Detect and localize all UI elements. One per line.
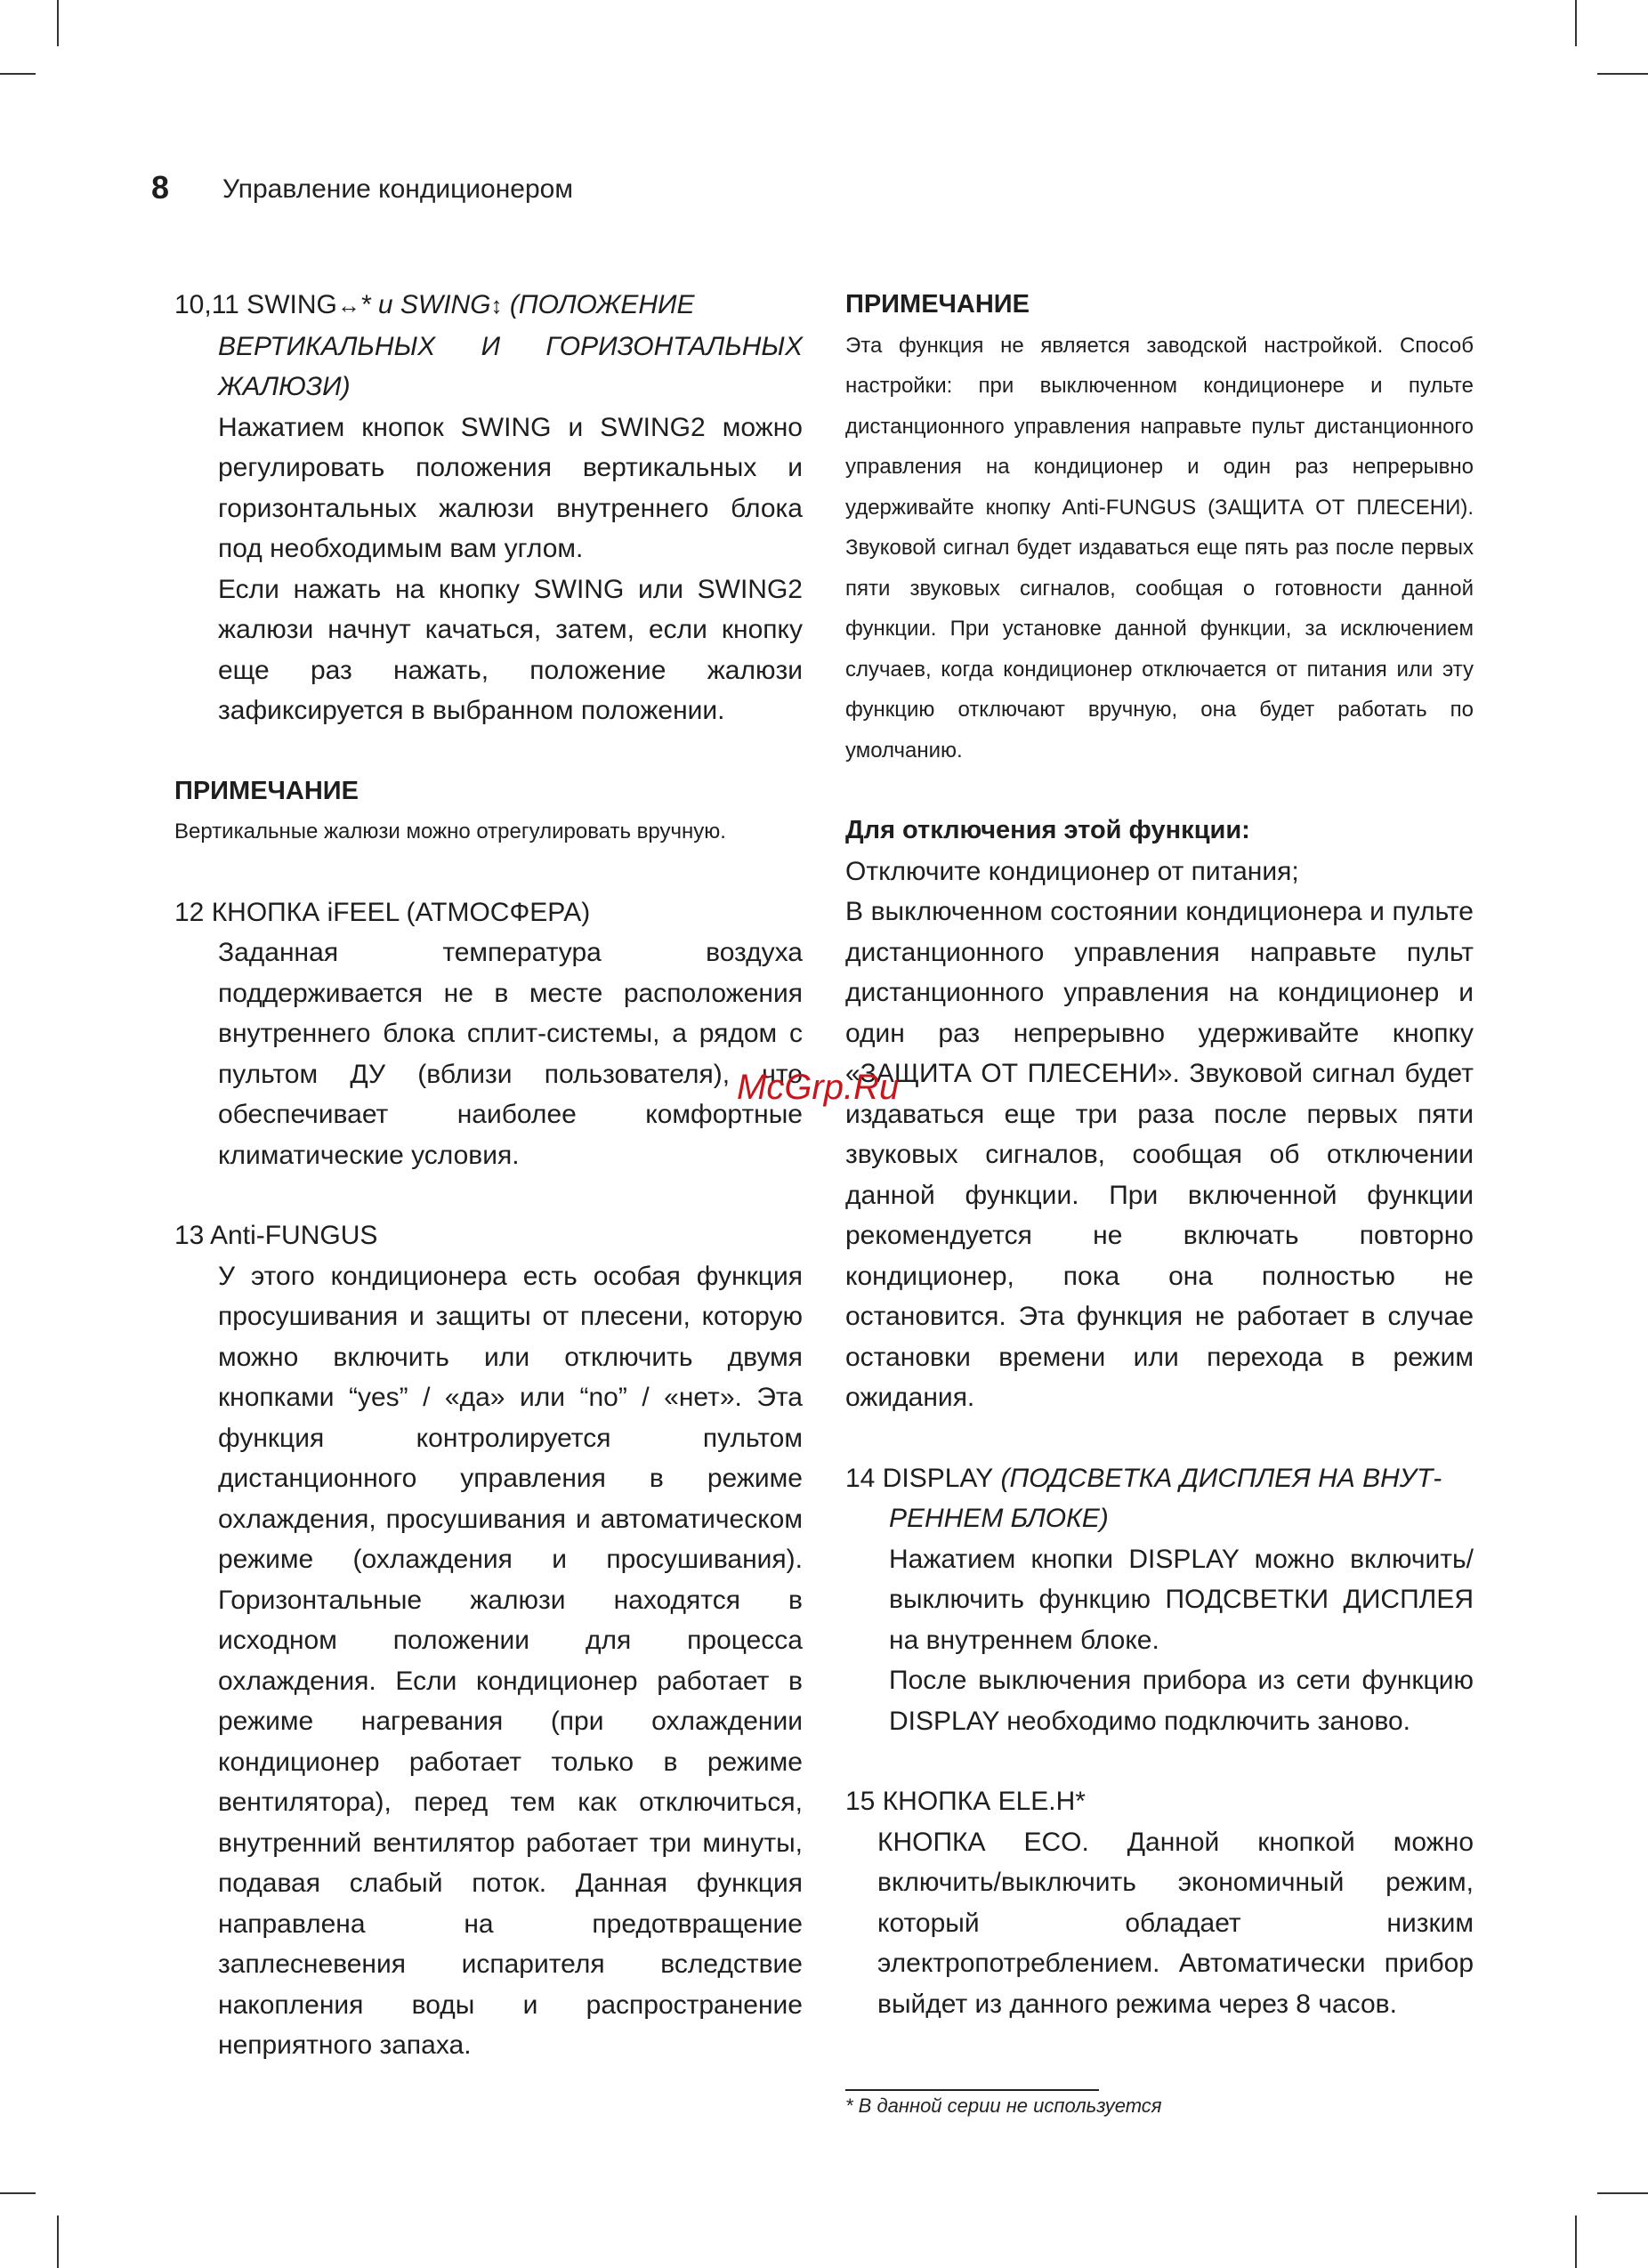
section-12-title: 12 КНОПКА iFEEL (АТМОСФЕРА) [174,897,591,927]
crop-mark [1575,0,1577,46]
section-10-paragraph-1: Нажатием кнопок SWING и SWING2 можно регулировать положения вертикальных и горизонтальных жалюзи внутреннего блока под необходимым вам углом. [218,412,803,563]
section-12-text: Заданная температура воздуха поддерживается не в месте расположения внутреннего блока сплит-системы, а рядом с пультом ДУ (вблизи пользователя), что обеспечивает наиболее комфортные климатические условия. [218,938,803,1170]
section-15-text: КНОПКА ECO. Данной кнопкой можно включить/выключить экономичный режим, который обладает низким электропотреблением. Автоматически прибор выйдет из данного режима через 8 часов. [877,1827,1474,2019]
crop-mark [57,2216,59,2268]
section-10-paragraph-2: Если нажать на кнопку SWING или SWING2 жалюзи начнут качаться, затем, если кнопку еще раз нажать, положение жалюзи зафиксируется в выбранном положении. [218,574,803,725]
disable-paragraph-1: Отключите кондиционер от питания; [845,856,1299,886]
footnote: * В данной серии не используется [845,2094,1162,2117]
crop-mark [1575,2216,1577,2268]
right-note-heading: ПРИМЕЧАНИЕ [845,290,1030,319]
section-14-title-plain: 14 DISPLAY [845,1463,994,1493]
section-10-title-line3: ЖАЛЮЗИ) [218,372,351,401]
left-column [174,285,803,2066]
page-number: 8 [151,169,170,206]
horizontal-swing-icon: ↔ [336,292,360,319]
crop-mark [0,73,36,75]
crop-mark [1597,2192,1648,2194]
left-note-heading: ПРИМЕЧАНИЕ [174,776,359,805]
page-title: Управление кондиционером [222,174,573,204]
left-note-text: Вертикальные жалюзи можно отрегулировать вручную. [174,819,726,843]
watermark: McGrp.Ru [737,1068,900,1107]
section-14-title [845,1458,1474,1499]
right-column [845,285,1474,2024]
section-13-title: 13 Anti-FUNGUS [174,1221,378,1250]
section-15-title: 15 КНОПКА ELE.H* [845,1787,1086,1816]
disable-paragraph-2: В выключенном состоянии кондиционера и пульте дистанционного управления направьте пульт дистанционного управления на кондиционер и один раз непрерывно удерживайте кнопку «ЗАЩИТА ОТ ПЛЕСЕНИ». Звуковой сигнал будет издаваться еще три раза после первых пяти звуковых сигналов, сообщая об отключении данной функции. При включенной функции рекомендуется не включать повторно кондиционер, пока она полностью не остановится. Эта функция не работает в случае остановки времени или перехода в режим ожидания. [845,897,1474,1412]
crop-mark [1597,73,1648,75]
disable-heading: Для отключения этой функции: [845,816,1250,844]
section-10-title-line2: ВЕРТИКАЛЬНЫХ И ГОРИЗОНТАЛЬНЫХ [218,331,803,361]
section-13-text: У этого кондиционера есть особая функция просушивания и защиты от плесени, которую можно включить или отключить двумя кнопками “yes” / «да» или “no” / «нет». Эта функция контролируется пультом дистанционного управления в режиме охлаждения, просушивания и автоматическом режиме (охлаждения и просушивания). Горизонтальные жалюзи находятся в исходном положении для процесса охлаждения. Если кондиционер работает в режиме нагревания (при охлаждении кондиционер работает только в режиме вентилятора), перед тем как отключиться, внутренний вентилятор работает три минуты, подавая слабый поток. Данная функция направлена на предотвращение заплесневения испарителя вследствие накопления воды и распространение неприятного запаха. [218,1261,803,2060]
footnote-divider [845,2089,1099,2091]
section-14-title-italic: (ПОДСВЕТКА ДИСПЛЕЯ НА ВНУТ- [993,1463,1442,1493]
vertical-swing-icon: ↕ [490,292,503,319]
section-10-title [174,285,803,327]
section-14-paragraph-2: После выключения прибора из сети функцию DISPLAY необходимо подключить заново. [889,1666,1474,1736]
section-14-title-line2: РЕННЕМ БЛОКЕ) [889,1504,1109,1533]
section-14-paragraph-1: Нажатием кнопки DISPLAY можно включить/выключить функцию ПОДСВЕТКИ ДИСПЛЕЯ на внутреннем блоке. [889,1544,1474,1655]
section-10-title-tail: (ПОЛОЖЕНИЕ [502,290,695,319]
right-note-text: Эта функция не является заводской настройкой. Способ настройки: при выключенном кондиционере и пульте дистанционного управления направьте пульт дистанционного управления на кондиционер и один раз непрерывно удерживайте кнопку Anti-FUNGUS (ЗАЩИТА ОТ ПЛЕСЕНИ). Звуковой сигнал будет издаваться еще пять раз после первых пяти звуковых сигналов, сообщая о готовности данной функции. При установке данной функции, за исключением случаев, когда кондиционер отключается от питания или эту функцию отключают вручную, она будет работать по умолчанию. [845,333,1474,763]
crop-mark [57,0,59,46]
crop-mark [0,2192,36,2194]
section-10-prefix: 10,11 SWING [174,290,337,319]
section-10-mid: * и SWING [359,290,491,319]
